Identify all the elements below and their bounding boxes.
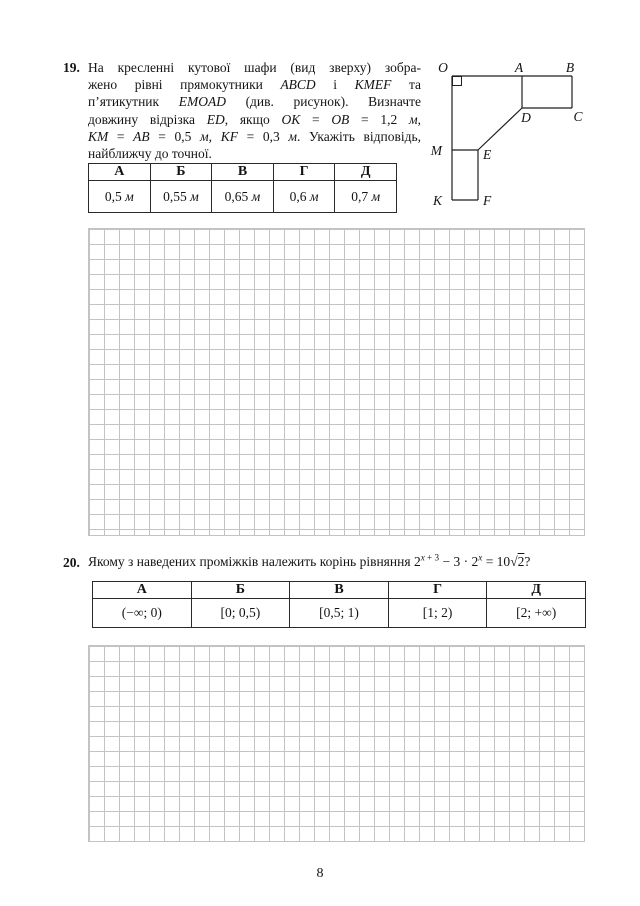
- question-19-number: 19.: [63, 60, 80, 75]
- vertex-label-C: C: [573, 109, 583, 124]
- value-number: 0,7: [351, 188, 369, 204]
- answer-option-value: [335, 181, 397, 213]
- vertex-label-M: M: [430, 143, 442, 158]
- corner-cabinet-figure: [427, 55, 593, 215]
- value-number: 0,65: [224, 188, 249, 204]
- answer-option-value: [1; 2): [388, 599, 487, 628]
- value-unit: м: [125, 188, 134, 204]
- text-line: п’ятикутник EMOAD (див. рисунок). Визначте: [88, 94, 421, 110]
- question-19-text: [88, 59, 421, 162]
- vertex-label-O: O: [438, 60, 448, 75]
- answer-option-value: [2; +∞): [487, 599, 586, 628]
- right-angle-mark: [453, 77, 462, 86]
- vertex-label-K: K: [432, 193, 442, 208]
- value-number: 0,6: [289, 188, 307, 204]
- question-20-number: 20.: [63, 555, 80, 570]
- value-unit: м: [371, 188, 381, 204]
- text-line: найближчу до точної.: [88, 146, 212, 162]
- answer-option-header: В: [212, 164, 274, 181]
- value-unit: м: [309, 188, 319, 204]
- value-unit: м: [251, 188, 261, 204]
- value-unit: м: [190, 188, 199, 204]
- vertex-label-D: D: [521, 110, 531, 125]
- answer-option-value: [0,5; 1): [290, 599, 389, 628]
- text-line: жено рівні прямокутники ABCD і KMEF та: [88, 77, 421, 93]
- answer-option-header: Д: [487, 582, 586, 599]
- question-20-text: Якому з наведених проміжків належить корінь рівняння 2$^x$ $^{+ 3} - 3 \cdot 2^x = 10√2$?: [88, 552, 531, 569]
- text-line: довжину відрізка ED, якщо OK = OB = 1,2 м,: [88, 111, 421, 127]
- value-number: 0,55: [163, 188, 187, 204]
- answer-option-header: Б: [191, 582, 290, 599]
- answer-option-header: Б: [150, 164, 212, 181]
- page-number: 8: [316, 866, 324, 881]
- answer-option-header: Д: [335, 164, 397, 181]
- answer-option-header: Г: [388, 582, 487, 599]
- text-line: На кресленні кутової шафи (вид зверху) зобра-: [88, 60, 421, 75]
- answer-option-value: [273, 181, 335, 213]
- vertex-label-F: F: [483, 193, 492, 208]
- segment-DE: [478, 108, 522, 150]
- vertex-label-A: A: [514, 60, 524, 75]
- answer-option-value: [212, 181, 274, 213]
- answer-option-header: В: [290, 582, 389, 599]
- answer-option-value: [89, 181, 151, 213]
- answer-table-q19: [88, 163, 397, 213]
- vertex-label-B: B: [565, 60, 575, 75]
- worksheet-grid-1: [88, 228, 585, 536]
- answer-option-value: [0; 0,5): [191, 599, 290, 628]
- answer-table-q20: [92, 581, 586, 628]
- text-line: KM = AB = 0,5 м, KF = 0,3 м. Укажіть відповідь,: [88, 128, 421, 144]
- answer-option-header: А: [93, 582, 192, 599]
- value-number: 0,5: [104, 188, 122, 204]
- answer-option-header: Г: [273, 164, 335, 181]
- vertex-label-E: E: [483, 147, 492, 162]
- answer-option-value: (−∞; 0): [93, 599, 192, 628]
- answer-option-value: [150, 181, 212, 213]
- answer-option-header: А: [89, 164, 151, 181]
- worksheet-grid-2: [88, 645, 585, 842]
